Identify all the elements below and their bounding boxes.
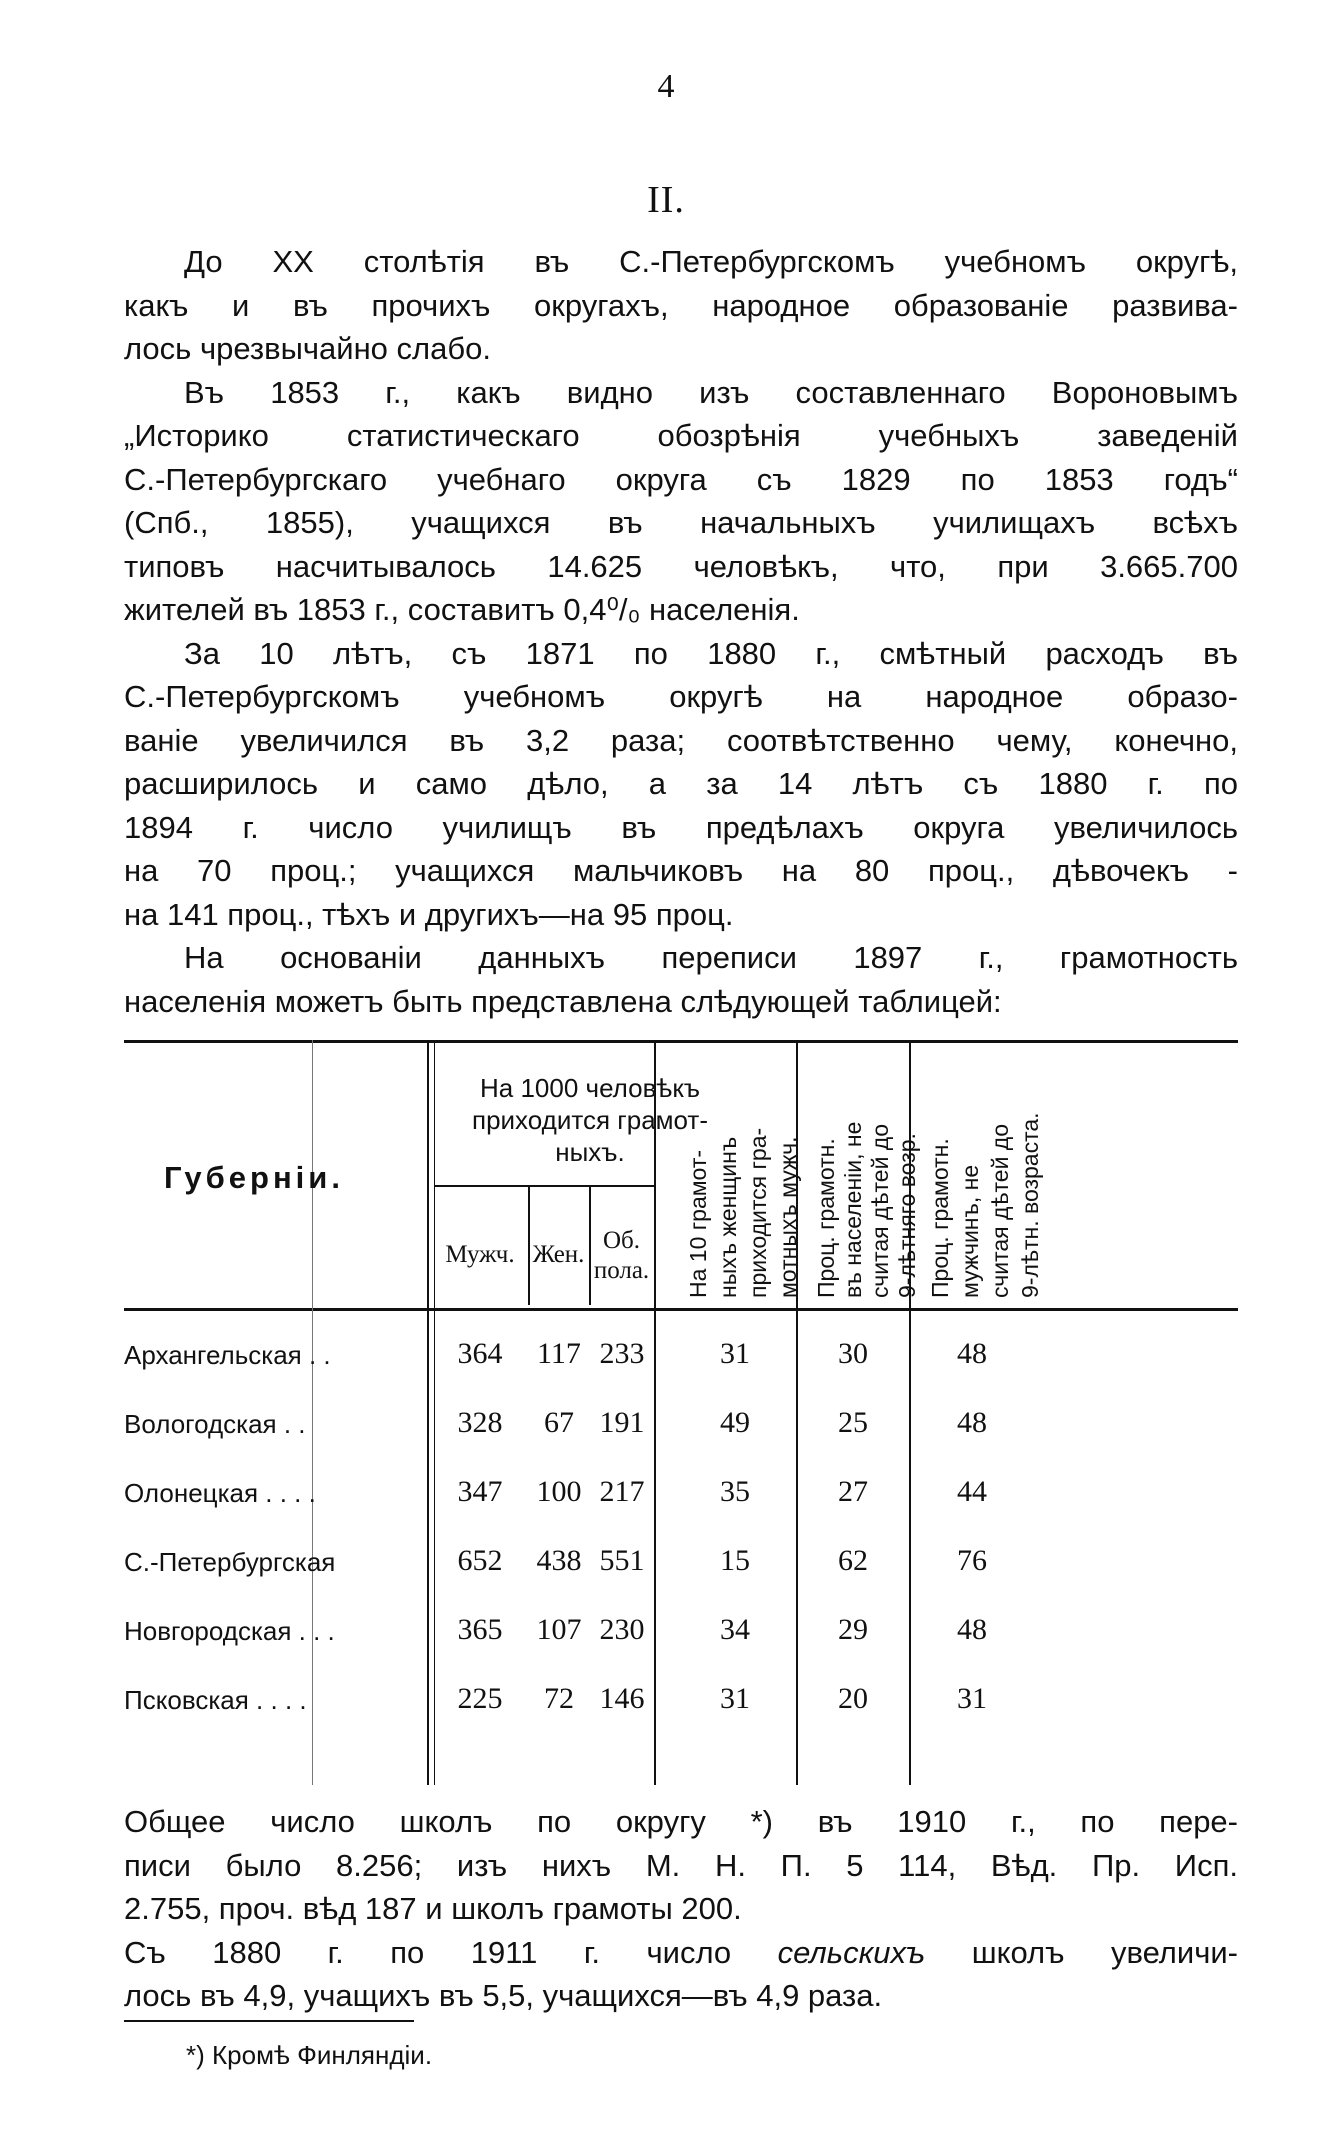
paragraph-line: типовъ насчитывалось 14.625 человѣкъ, что, при 3.665.700: [124, 548, 1238, 584]
per-1000-header: На 1000 человѣкъ приходится грамот- ныхъ.: [471, 1073, 708, 1167]
paragraph-line: С.-Петербургскомъ учебномъ округѣ на народное образо-: [124, 679, 1238, 714]
pct-population-header-line3: считая дѣтей до: [867, 1123, 893, 1298]
ratio-header: На 10 грамот-: [685, 1149, 711, 1298]
pct-population-header-line4: 9-лѣтняго возр.: [894, 1133, 920, 1298]
table-cell-pct-male: 48: [957, 1406, 987, 1439]
female-subheader: Жен.: [532, 1241, 585, 1268]
paragraph-line: лось чрезвычайно слабо.: [124, 331, 491, 366]
footnote-rule: [124, 2020, 414, 2022]
male-subheader: Мужч.: [445, 1241, 515, 1268]
table-cell-female: 117: [537, 1337, 581, 1370]
closing-paragraph-line: Общее число школъ по округу *) въ 1910 г., по пере-: [124, 1804, 1238, 1839]
table-cell-pct-all: 20: [838, 1682, 868, 1715]
table-cell-pct-male: 48: [957, 1337, 987, 1370]
page-number: 4: [657, 68, 675, 105]
table-cell-both: 230: [599, 1613, 645, 1646]
ratio-header-line2: ныхъ женщинъ: [715, 1136, 741, 1298]
paragraph-line: населенія можетъ быть представлена слѣдующей таблицей:: [124, 983, 1002, 1019]
table-cell-male: 225: [457, 1682, 503, 1715]
paragraph-line: на 70 проц.; учащихся мальчиковъ на 80 проц., дѣвочекъ -: [124, 853, 1238, 888]
table-cell-ratio: 34: [720, 1613, 750, 1646]
paragraph-line: какъ и въ прочихъ округахъ, народное образованіе развива-: [124, 287, 1238, 323]
table-cell-female: 72: [544, 1682, 574, 1715]
table-row-name: С.-Петербургская: [124, 1547, 336, 1577]
paragraph-line: (Спб., 1855), учащихся въ начальныхъ училищахъ всѣхъ: [124, 505, 1238, 540]
gubernii-header: Губерніи.: [164, 1160, 344, 1195]
table-cell-ratio: 31: [720, 1682, 750, 1715]
paragraph-line: расширилось и само дѣло, а за 14 лѣтъ съ 1880 г. по: [124, 766, 1238, 801]
section-heading: II.: [647, 179, 685, 221]
table-cell-pct-all: 27: [838, 1475, 868, 1508]
table-cell-ratio: 31: [720, 1337, 750, 1370]
table-cell-ratio: 15: [720, 1544, 750, 1577]
table-cell-pct-male: 31: [957, 1682, 987, 1715]
literacy-table: [124, 1040, 1238, 1785]
table-cell-pct-male: 48: [957, 1613, 987, 1646]
paragraph-line: На основаніи данныхъ переписи 1897 г., грамотность: [184, 940, 1238, 975]
table-cell-male: 365: [457, 1613, 503, 1646]
footnote: *) Кромѣ Финляндіи.: [186, 2040, 433, 2070]
pct-population-header-line2: въ населеніи, не: [840, 1121, 866, 1298]
paragraph-line: С.-Петербургскаго учебнаго округа съ 1829 по 1853 годъ“: [124, 461, 1238, 497]
table-row-name: Псковская . . . .: [124, 1685, 307, 1715]
paragraph-line: За 10 лѣтъ, съ 1871 по 1880 г., смѣтный расходъ въ: [184, 635, 1238, 671]
table-row-name: Вологодская . .: [124, 1409, 306, 1439]
table-cell-female: 67: [544, 1406, 574, 1439]
table-cell-both: 217: [599, 1475, 645, 1508]
table-cell-pct-all: 25: [838, 1406, 868, 1439]
pct-population-header: Проц. грамотн.: [813, 1138, 839, 1298]
pct-men-header: Проц. грамотн.: [927, 1138, 953, 1298]
pct-men-header-line2: мужчинъ, не: [957, 1164, 983, 1298]
pct-men-header-line3: считая дѣтей до: [987, 1123, 1013, 1298]
table-cell-male: 347: [457, 1475, 503, 1508]
paragraph-line: 1894 г. число училищъ въ предѣлахъ округа увеличилось: [124, 809, 1238, 845]
paragraph-line: До ХХ столѣтія въ С.-Петербургскомъ учебномъ округѣ,: [184, 244, 1238, 279]
table-cell-male: 652: [457, 1544, 503, 1577]
table-cell-pct-male: 44: [957, 1475, 987, 1508]
table-cell-both: 191: [599, 1406, 645, 1439]
table-cell-female: 438: [536, 1544, 582, 1577]
paragraph-line: жителей въ 1853 г., составитъ 0,4⁰/₀ населенія.: [124, 592, 800, 627]
ratio-header-line3: приходится гра-: [745, 1127, 771, 1298]
table-cell-both: 551: [599, 1544, 645, 1577]
ratio-header-line4: мотныхъ мужч.: [775, 1136, 801, 1298]
closing-paragraph-line: 2.755, проч. вѣд 187 и школъ грамоты 200.: [124, 1891, 742, 1926]
both-sexes-subheader: Об. пола.: [593, 1227, 650, 1284]
table-cell-pct-all: 29: [838, 1613, 868, 1646]
table-cell-pct-male: 76: [957, 1544, 987, 1577]
pct-men-header-line4: 9-лѣтн. возраста.: [1017, 1112, 1043, 1298]
table-cell-pct-all: 62: [838, 1544, 868, 1577]
closing-paragraph-line: лось въ 4,9, учащихъ въ 5,5, учащихся—въ 4,9 раза.: [124, 1978, 883, 2013]
paragraph-line: на 141 проц., тѣхъ и другихъ—на 95 проц.: [124, 896, 734, 932]
table-cell-male: 364: [457, 1337, 503, 1370]
table-cell-male: 328: [457, 1406, 503, 1439]
bottom-text: [124, 1800, 1238, 2018]
body-text: [124, 240, 1238, 1023]
closing-paragraph-line: Съ 1880 г. по 1911 г. число сельскихъ школъ увеличи-: [124, 1934, 1238, 1970]
table-cell-female: 107: [536, 1613, 582, 1646]
closing-paragraph-line: писи было 8.256; изъ нихъ М. Н. П. 5 114, Вѣд. Пр. Исп.: [124, 1847, 1238, 1883]
table-cell-both: 233: [599, 1337, 645, 1370]
table-cell-both: 146: [599, 1682, 645, 1715]
table-row-name: Олонецкая . . . .: [124, 1478, 316, 1508]
table-row-name: Новгородская . . .: [124, 1616, 335, 1646]
table-row-name: Архангельская . .: [124, 1340, 331, 1370]
paragraph-line: „Историко статистическаго обозрѣнія учебныхъ заведеній: [124, 418, 1238, 453]
table-cell-pct-all: 30: [838, 1337, 868, 1370]
table-cell-ratio: 35: [720, 1475, 750, 1508]
paragraph-line: Въ 1853 г., какъ видно изъ составленнаго Вороновымъ: [184, 374, 1238, 410]
paragraph-line: ваніе увеличился въ 3,2 раза; соотвѣтственно чему, конечно,: [124, 722, 1238, 758]
table-cell-female: 100: [536, 1475, 582, 1508]
table-cell-ratio: 49: [720, 1406, 750, 1439]
